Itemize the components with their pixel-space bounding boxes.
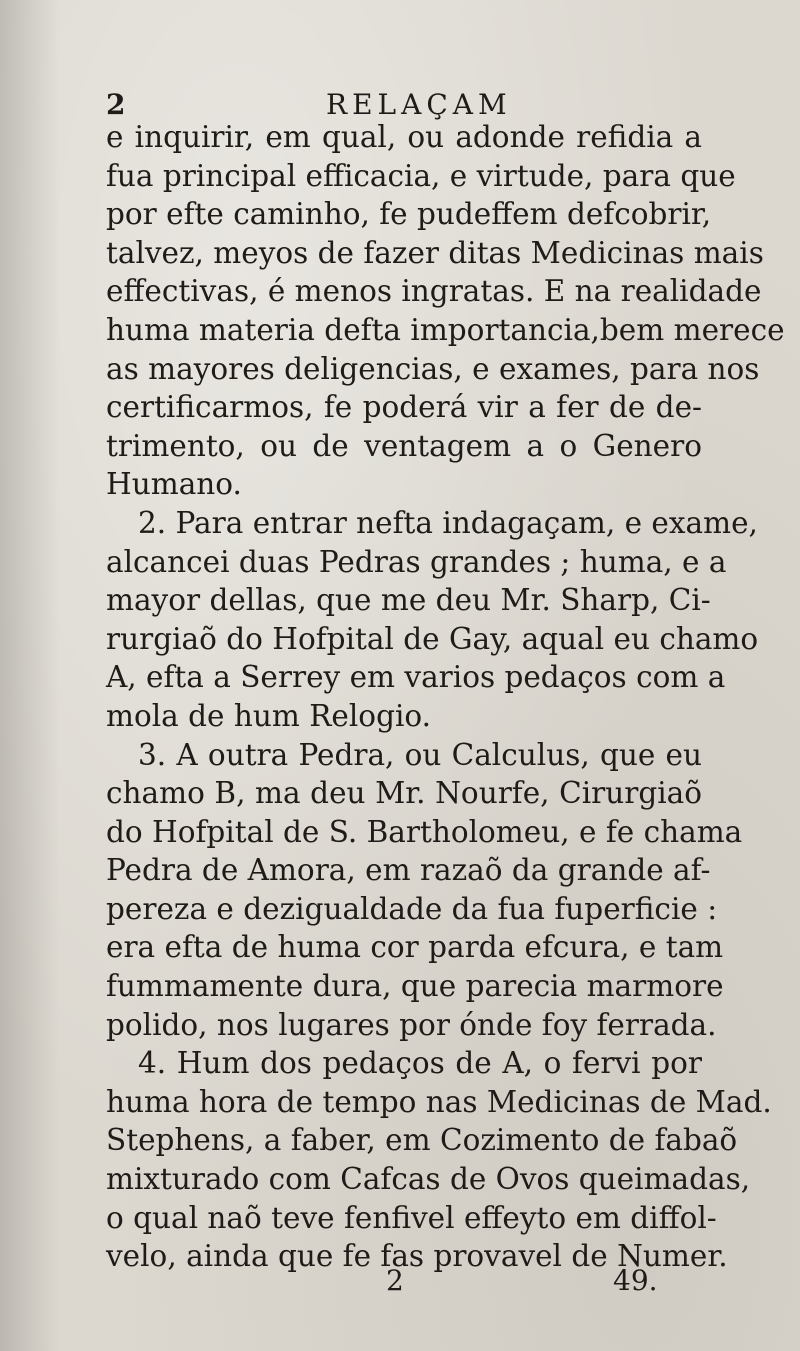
text-line: A, efta a Serrey em varios pedaços com a — [106, 660, 726, 695]
text-line: mixturado com Cafcas de Ovos queimadas, — [106, 1162, 751, 1197]
text-line: rurgiaõ do Hofpital de Gay, aqual eu chamo — [106, 621, 759, 656]
text-line: certificarmos, fe poderá vir a fer de de- — [106, 390, 702, 425]
text-line: o qual naõ teve fenfivel effeyto em diffol- — [106, 1200, 717, 1235]
signature-mark: 2 — [386, 1264, 404, 1297]
text-line: e inquirir, em qual, ou adonde refidia a — [106, 120, 702, 154]
page-header — [106, 88, 706, 121]
text-line: fua principal efficacia, e virtude, para que — [106, 158, 736, 193]
text-line: huma hora de tempo nas Medicinas de Mad. — [106, 1084, 772, 1119]
text-line: fummamente dura, que parecia marmore — [106, 969, 724, 1004]
paragraph-start: 2. Para entrar nefta indagaçam, e exame, — [138, 505, 758, 540]
text-line: Pedra de Amora, em razaõ da grande af- — [106, 853, 711, 888]
page-number: 2 — [106, 88, 126, 121]
text-line: Humano. — [106, 467, 242, 502]
text-line: effectivas, é menos ingratas. E na realidade — [106, 274, 762, 309]
text-line: era efta de huma cor parda efcura, e tam — [106, 930, 724, 965]
text-line: do Hofpital de S. Bartholomeu, e fe chama — [106, 814, 743, 849]
text-line: trimento, ou de ventagem a o Genero — [106, 428, 702, 463]
text-line: chamo B, ma deu Mr. Nourfe, Cirurgiaõ — [106, 776, 702, 811]
text-line: alcancei duas Pedras grandes ; huma, e a — [106, 544, 727, 579]
text-line: Stephens, a faber, em Cozimento de fabaõ — [106, 1123, 738, 1158]
text-line: talvez, meyos de fazer ditas Medicinas mais — [106, 235, 764, 270]
paragraph-start: 3. A outra Pedra, ou Calculus, que eu — [138, 737, 702, 772]
text-line: por efte caminho, fe pudeffem defcobrir, — [106, 197, 712, 232]
gutter-shadow — [0, 0, 60, 1351]
text-line: mayor dellas, que me deu Mr. Sharp, Ci- — [106, 583, 711, 618]
text-line: velo, ainda que fe fas provavel de Numer. — [106, 1239, 728, 1274]
text-line: mola de hum Relogio. — [106, 698, 432, 733]
text-line: huma materia defta importancia,bem merece — [106, 312, 785, 347]
page-footer — [106, 1264, 706, 1304]
catchword: 49. — [613, 1264, 658, 1297]
body-text — [106, 118, 785, 1276]
paragraph-start: 4. Hum dos pedaços de A, o fervi por — [138, 1046, 702, 1081]
text-line: polido, nos lugares por ónde foy ferrada. — [106, 1007, 717, 1042]
running-title: RELAÇAM — [326, 88, 512, 121]
text-line: as mayores deligencias, e exames, para nos — [106, 351, 760, 386]
text-line: pereza e dezigualdade da fua fuperficie : — [106, 891, 718, 926]
